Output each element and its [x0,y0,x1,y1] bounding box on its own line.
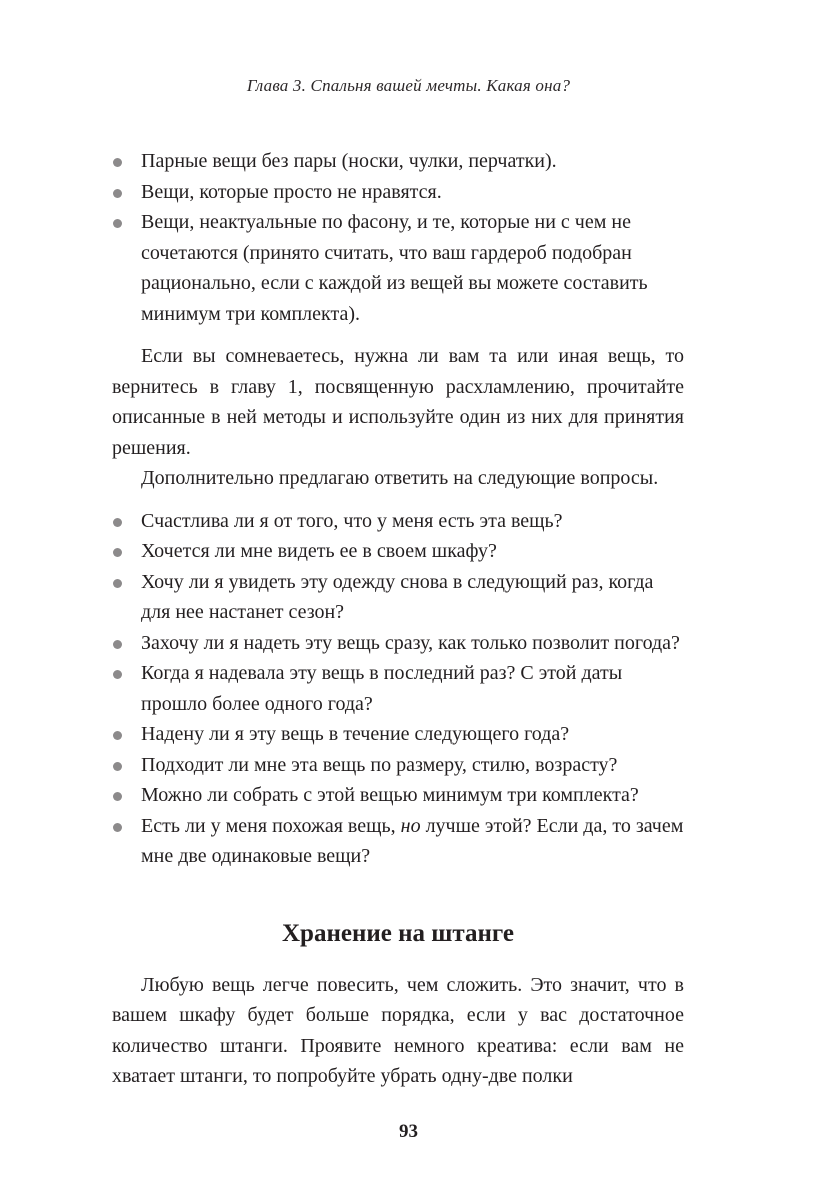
bullet-icon [113,548,122,557]
bullet-list-questions [112,506,684,872]
bullet-icon [113,219,122,228]
paragraph-questions-intro: Дополнительно предлагаю ответить на следующие вопросы. [141,467,659,489]
bullet-icon [113,823,122,832]
bullet-icon [113,518,122,527]
list-item: Надену ли я эту вещь в течение следующего года? [112,719,684,750]
list-item: Парные вещи без пары (носки, чулки, перчатки). [112,146,684,177]
list-item: Когда я надевала эту вещь в последний раз? С этой даты прошло более одного года? [112,658,684,719]
list-item: Подходит ли мне эта вещь по размеру, стилю, возрасту? [112,750,684,781]
bullet-icon [113,640,122,649]
list-item: Хочется ли мне видеть ее в своем шкафу? [112,536,684,567]
bullet-icon [113,792,122,801]
bullet-icon [113,189,122,198]
list-item: Можно ли собрать с этой вещью минимум три комплекта? [112,780,684,811]
list-item: Есть ли у меня похожая вещь, но лучше этой? Если да, то зачем мне две одинаковые вещи? [112,811,684,872]
paragraph-doubt: Если вы сомневаетесь, нужна ли вам та или иная вещь, то вернитесь в главу 1, посвященную расхламлению, прочитайте описанные в ней методы и используйте один из них для принятия решения. [112,345,684,459]
list-item: Вещи, неактуальные по фасону, и те, которые ни с чем не сочетаются (принято считать, что ваш гардероб подобран рационально, если с каждой из вещей вы можете составить минимум три комплекта). [112,207,684,329]
list-item: Захочу ли я надеть эту вещь сразу, как только позволит погода? [112,628,684,659]
paragraph-storage: Любую вещь легче повесить, чем сложить. Это значит, что в вашем шкафу будет больше порядка, если у вас достаточное количество штанги. Проявите немного креатива: если вам не хватает штанги, то попробуйте убрать одну-две полки [112,973,684,1087]
page-body [112,146,684,1092]
running-head: Глава 3. Спальня вашей мечты. Какая она? [246,76,571,95]
bullet-icon [113,731,122,740]
list-item: Хочу ли я увидеть эту одежду снова в следующий раз, когда для нее настанет сезон? [112,567,684,628]
bullet-icon [113,158,122,167]
page-number: 93 [399,1121,418,1142]
bullet-icon [113,670,122,679]
section-heading: Хранение на штанге [282,919,514,947]
bullet-icon [113,579,122,588]
list-item: Счастлива ли я от того, что у меня есть эта вещь? [112,506,684,537]
bullet-icon [113,762,122,771]
list-item: Вещи, которые просто не нравятся. [112,177,684,208]
bullet-list-items [112,146,684,329]
